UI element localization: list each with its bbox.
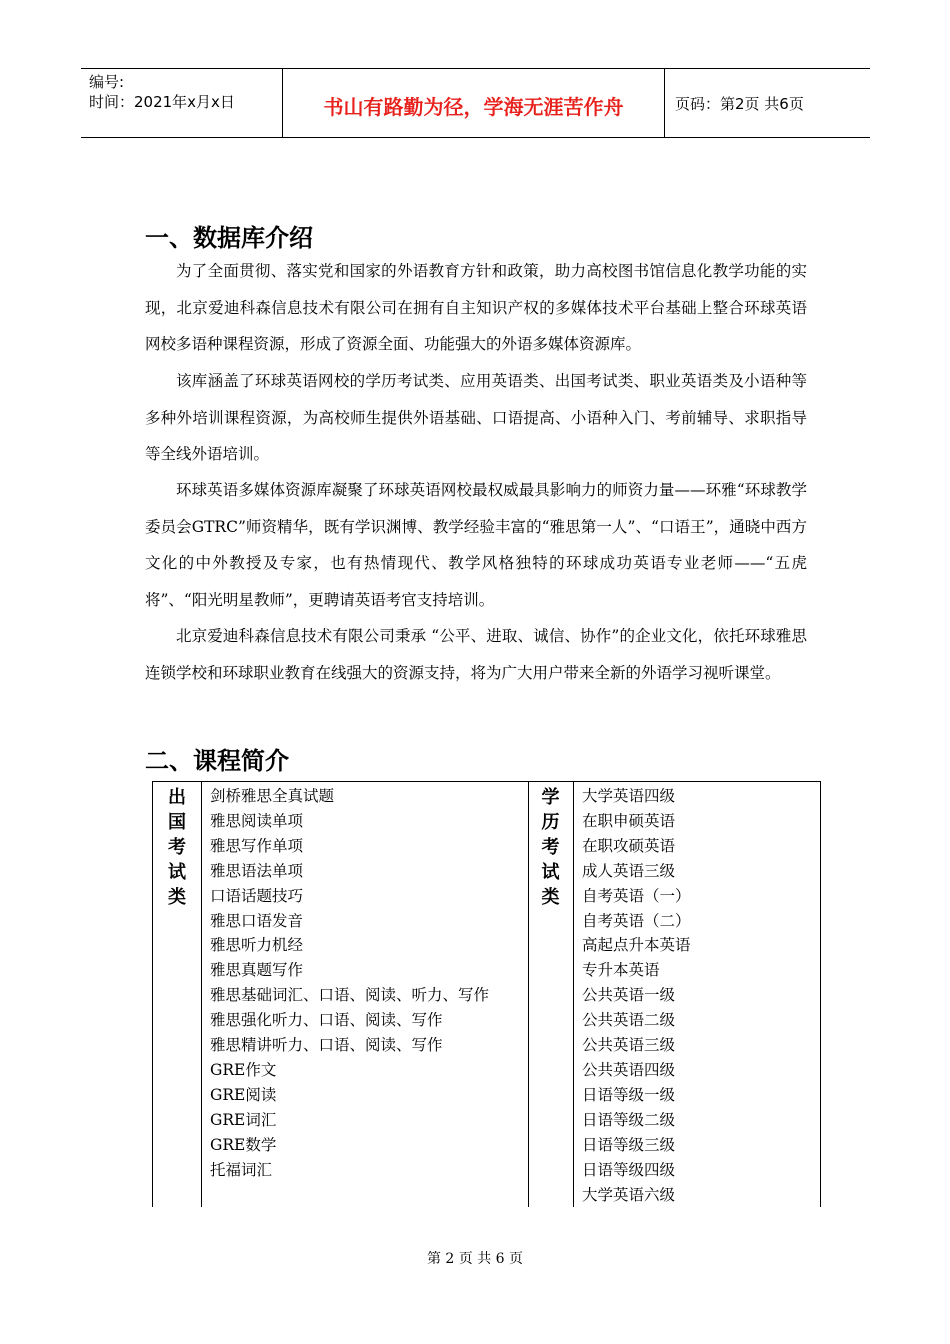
course-item: 雅思写作单项 bbox=[210, 836, 304, 855]
course-item: GRE数学 bbox=[210, 1135, 277, 1154]
paragraph: 该库涵盖了环球英语网校的学历考试类、应用英语类、出国考试类、职业英语类及小语种等多种外培训课程资源，为高校师生提供外语基础、口语提高、小语种入门、考前辅导、求职指导等全线外语培训。 bbox=[145, 372, 807, 463]
motto: 书山有路勤为径，学海无涯苦作舟 bbox=[323, 95, 624, 119]
category-char: 学 bbox=[541, 787, 560, 808]
category-char: 试 bbox=[541, 862, 560, 883]
course-item: 雅思基础词汇、口语、阅读、听力、写作 bbox=[210, 986, 490, 1005]
category-char: 考 bbox=[541, 837, 560, 858]
course-item: 自考英语（二） bbox=[582, 911, 691, 930]
course-item: GRE阅读 bbox=[210, 1085, 277, 1104]
section-title-database-intro: 一、数据库介绍 bbox=[145, 224, 313, 252]
course-item: 大学英语六级 bbox=[582, 1185, 676, 1204]
course-item: 高起点升本英语 bbox=[582, 936, 691, 955]
course-item: 日语等级二级 bbox=[582, 1110, 676, 1129]
course-item: 在职攻硕英语 bbox=[582, 836, 676, 855]
course-item: 公共英语四级 bbox=[582, 1060, 676, 1079]
course-item: 公共英语一级 bbox=[582, 986, 676, 1005]
header-motto-cell bbox=[283, 69, 665, 137]
course-list-academic bbox=[574, 782, 812, 1207]
course-item: 雅思精讲听力、口语、阅读、写作 bbox=[210, 1036, 443, 1055]
category-char: 历 bbox=[541, 812, 560, 833]
document-header bbox=[81, 68, 870, 138]
course-table bbox=[152, 781, 821, 1207]
course-item: 雅思口语发音 bbox=[210, 911, 304, 930]
category-char: 出 bbox=[168, 787, 186, 808]
course-item: 大学英语四级 bbox=[582, 787, 676, 805]
course-item: 雅思强化听力、口语、阅读、写作 bbox=[210, 1011, 443, 1030]
course-item: 托福词汇 bbox=[210, 1160, 273, 1179]
course-item: 在职申硕英语 bbox=[582, 811, 676, 830]
page-info: 页码：第2页 共6页 bbox=[675, 95, 804, 113]
course-item: 日语等级三级 bbox=[582, 1135, 676, 1154]
course-item: 公共英语三级 bbox=[582, 1036, 676, 1055]
course-item: 日语等级一级 bbox=[582, 1085, 676, 1104]
category-overseas-exams bbox=[153, 782, 201, 1207]
course-item: 公共英语二级 bbox=[582, 1011, 676, 1030]
category-char: 试 bbox=[168, 862, 186, 883]
course-item: GRE作文 bbox=[210, 1060, 277, 1079]
category-char: 类 bbox=[168, 887, 186, 908]
course-list-overseas bbox=[202, 782, 520, 1207]
category-academic-exams bbox=[528, 782, 573, 1207]
paragraph: 北京爱迪科森信息技术有限公司秉承 “公平、进取、诚信、协作”的企业文化，依托环球雅思连锁学校和环球职业教育在线强大的资源支持，将为广大用户带来全新的外语学习视听课堂。 bbox=[145, 627, 807, 682]
course-item: 日语等级四级 bbox=[582, 1160, 676, 1179]
category-char: 考 bbox=[168, 837, 186, 858]
course-item: 专升本英语 bbox=[582, 961, 660, 980]
course-item: GRE词汇 bbox=[210, 1110, 277, 1129]
number-label: 编号: bbox=[89, 73, 125, 91]
course-item: 自考英语（一） bbox=[582, 886, 691, 905]
paragraph: 为了全面贯彻、落实党和国家的外语教育方针和政策，助力高校图书馆信息化教学功能的实现，北京爱迪科森信息技术有限公司在拥有自主知识产权的多媒体技术平台基础上整合环球英语网校多语种课程资源，形成了资源全面、功能强大的外语多媒体资源库。 bbox=[145, 262, 807, 353]
section-title-course-intro: 二、课程简介 bbox=[145, 747, 289, 775]
category-char: 国 bbox=[168, 812, 186, 833]
course-item: 雅思语法单项 bbox=[210, 861, 304, 880]
page-footer: 第 2 页 共 6 页 bbox=[426, 1251, 524, 1267]
course-item: 剑桥雅思全真试题 bbox=[210, 787, 335, 805]
category-char: 类 bbox=[541, 887, 560, 908]
course-item: 雅思真题写作 bbox=[210, 961, 304, 980]
header-meta-cell bbox=[81, 69, 283, 137]
course-item: 口语话题技巧 bbox=[210, 886, 304, 905]
header-page-cell bbox=[665, 69, 870, 137]
paragraph: 环球英语多媒体资源库凝聚了环球英语网校最权威最具影响力的师资力量——环雅“环球教学委员会GTRC”师资精华，既有学识渊博、教学经验丰富的“雅思第一人”、“口语王”，通晓中西方文化的中外教授及专家，也有热情现代、教学风格独特的环球成功英语专业老师——“五虎将”、“阳光明星教师”，更聘请英语考官支持培训。 bbox=[145, 481, 807, 609]
course-item: 雅思听力机经 bbox=[210, 936, 304, 955]
course-item: 成人英语三级 bbox=[582, 861, 676, 880]
course-item: 雅思阅读单项 bbox=[210, 811, 304, 830]
time-label: 时间：2021年x月x日 bbox=[89, 93, 235, 111]
